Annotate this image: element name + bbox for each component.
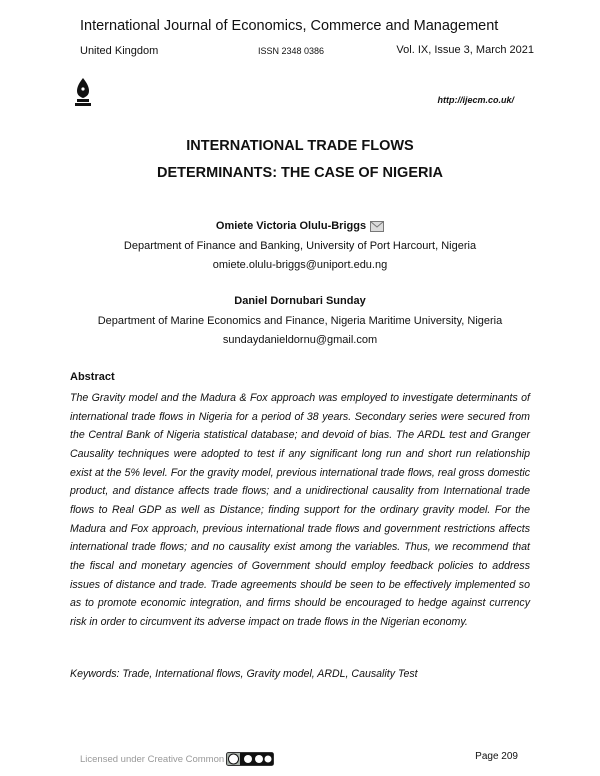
abstract-text: The Gravity model and the Madura & Fox approach was employed to investigate determinants of international trade flows in Nigeria for a period of 38 years. Secondary series were secured from the Central Bank of Nigeria statistical database; and devoid of bias. The ARDL test and Granger Causality techniques were adopted to test if any significant long run and short run relationship exist at the 5% level. For the gravity model, previous international trade flows, real gross domestic product, and distance affects trade flows; and a unidirectional causality from International trade flows to Real GDP as well as Distance; finding support for the ordinary gravity model. For the Madura and Fox approach, previous international trade flows and government restrictions affects international trade flows; and no causality exist among the variables. Thus, we recommend that the fiscal and monetary agencies of Government should employ feedback policies to address issues of distance and trade. Trade agreements should be seen to be effectively implemented so as to promote economic integration, and firms should be encouraged to hedge against currency risk in order to circumvent its adverse impact on trade flows in the Nigerian economy. [70, 392, 530, 628]
author-1 [0, 220, 600, 232]
journal-volume: Vol. IX, Issue 3, March 2021 [396, 44, 534, 56]
page-number: Page 209 [475, 751, 518, 762]
paper-title-line2: DETERMINANTS: THE CASE OF NIGERIA [157, 165, 443, 181]
journal-title: International Journal of Economics, Commerce and Management [80, 18, 499, 34]
mail-icon[interactable] [370, 221, 384, 232]
journal-country: United Kingdom [80, 45, 159, 57]
author-1-name: Omiete Victoria Olulu-Briggs [215, 220, 367, 232]
author-2-name: Daniel Dornubari Sunday [234, 295, 366, 307]
author-1-email[interactable]: omiete.olulu-briggs@uniport.edu.ng [212, 259, 388, 271]
journal-url[interactable]: http://ijecm.co.uk/ [437, 95, 514, 105]
author-2-email[interactable]: sundaydanieldornu@gmail.com [222, 334, 378, 346]
paper-title-line1: INTERNATIONAL TRADE FLOWS [186, 138, 414, 154]
license-text: Licensed under Creative Common [80, 753, 225, 765]
author-1-affiliation: Department of Finance and Banking, University of Port Harcourt, Nigeria [123, 240, 477, 252]
license-footer [80, 752, 274, 766]
abstract-heading: Abstract [70, 371, 115, 383]
keywords: Keywords: Trade, International flows, Gravity model, ARDL, Causality Test [70, 668, 418, 680]
author-2-affiliation: Department of Marine Economics and Finance, Nigeria Maritime University, Nigeria [97, 315, 503, 327]
journal-issn: ISSN 2348 0386 [258, 46, 325, 56]
cc-by-nc-icon[interactable] [226, 752, 274, 766]
pen-nib-icon [73, 77, 93, 107]
